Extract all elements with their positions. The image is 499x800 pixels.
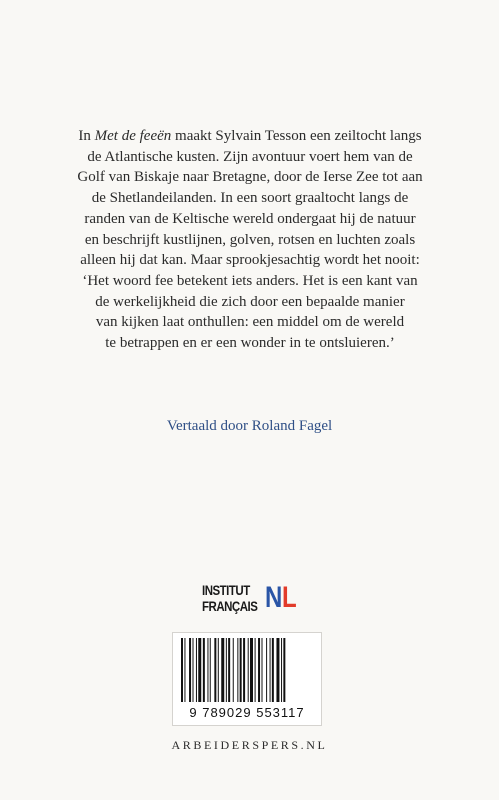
translator-credit: Vertaald door Roland Fagel <box>166 418 333 434</box>
logo-nl-l: L <box>282 581 297 614</box>
blurb-line-1-prefix: In <box>78 128 95 144</box>
isbn-number: 9 789029 553117 <box>189 705 305 720</box>
blurb-text <box>40 126 460 354</box>
publisher-website: ARBEIDERSPERS.NL <box>171 738 328 752</box>
blurb-line-3: Golf van Biskaje naar Bretagne, door de Ierse Zee tot aan <box>77 169 423 186</box>
blurb-line-6: en beschrijft kustlijnen, golven, rotsen en luchten zoals <box>84 231 416 248</box>
logo-line-institut: INSTITUT <box>202 582 250 598</box>
barcode-bars <box>179 638 315 702</box>
blurb-line-8: ‘Het woord fee betekent iets anders. Het is een kant van <box>82 272 418 289</box>
logo-line-francais: FRANÇAIS <box>202 598 258 614</box>
blurb-line-1-suffix: maakt Sylvain Tesson een zeiltocht langs <box>171 128 422 144</box>
blurb-line-9: de werkelijkheid die zich door een bepaalde manier <box>95 293 405 310</box>
institut-francais-nl-logo <box>202 581 302 617</box>
blurb-line-5: randen van de Keltische wereld ondergaat hij de natuur <box>84 210 416 227</box>
book-title: Met de feeën <box>94 128 172 144</box>
blurb-line-2: de Atlantische kusten. Zijn avontuur voert hem van de <box>87 148 413 165</box>
blurb-line-1 <box>40 126 460 147</box>
blurb-line-4: de Shetlandeilanden. In een soort graaltocht langs de <box>91 190 409 207</box>
logo-nl-n: N <box>265 581 283 614</box>
blurb-line-10: van kijken laat onthullen: een middel om de wereld <box>95 314 405 331</box>
barcode <box>172 632 322 726</box>
blurb-line-7: alleen hij dat kan. Maar sprookjesachtig wordt het nooit: <box>80 252 420 269</box>
blurb-line-11: te betrappen en er een wonder in te ontsluieren.’ <box>105 335 395 352</box>
